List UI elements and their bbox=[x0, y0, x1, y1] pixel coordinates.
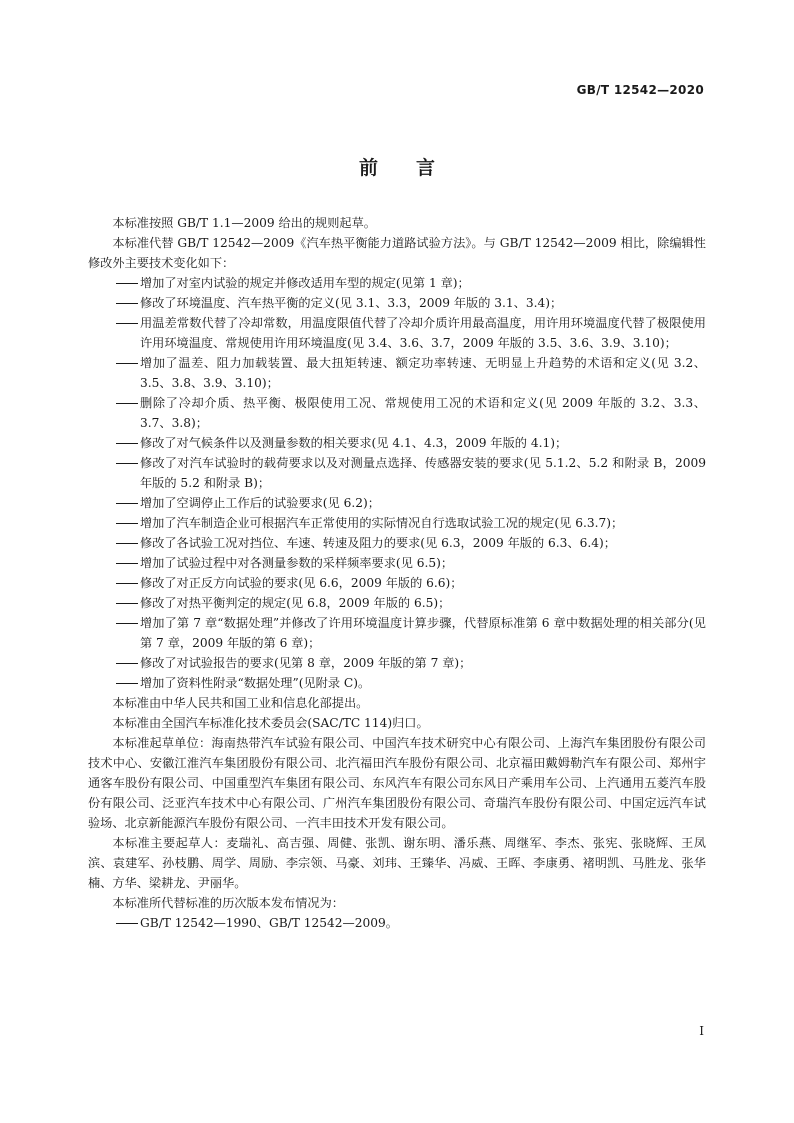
list-item: 增加了资料性附录“数据处理”(见附录 C)。 bbox=[116, 673, 706, 693]
list-item: 修改了对气候条件以及测量参数的相关要求(见 4.1、4.3，2009 年版的 4.1)； bbox=[116, 433, 706, 453]
list-item: 修改了对试验报告的要求(见第 8 章，2009 年版的第 7 章)； bbox=[116, 653, 706, 673]
paragraph: 本标准按照 GB/T 1.1—2009 给出的规则起草。 bbox=[112, 216, 376, 230]
list-item: 增加了空调停止工作后的试验要求(见 6.2)； bbox=[116, 493, 706, 513]
page-number: I bbox=[699, 1024, 704, 1038]
list-item: 修改了对热平衡判定的规定(见 6.8，2009 年版的 6.5)； bbox=[116, 593, 706, 613]
paragraph: 本标准所代替标准的历次版本发布情况为： bbox=[112, 896, 344, 910]
list-item: 增加了温差、阻力加载装置、最大扭矩转速、额定功率转速、无明显上升趋势的术语和定义(见 3.2、3.5、3.8、3.9、3.10)； bbox=[116, 353, 706, 393]
paragraph-drafters: 本标准主要起草人：麦瑞礼、高吉强、周健、张凯、谢东明、潘乐燕、周继军、李杰、张宪、张晓辉、王凤滨、袁建军、孙枝鹏、周学、周励、李宗领、马豪、刘玮、王臻华、冯威、王晖、李康勇、褚明凯、马胜龙、张华楠、方华、梁耕龙、尹丽华。 bbox=[88, 836, 706, 890]
changes-list bbox=[88, 273, 706, 693]
list-item: 增加了第 7 章“数据处理”并修改了许用环境温度计算步骤，代替原标准第 6 章中数据处理的相关部分(见第 7 章，2009 年版的第 6 章)； bbox=[116, 613, 706, 653]
foreword-content bbox=[88, 213, 706, 933]
list-item: 用温差常数代替了冷却常数，用温度限值代替了冷却介质许用最高温度，用许用环境温度代替了极限使用许用环境温度、常规使用许用环境温度(见 3.4、3.6、3.7，2009 年版的 3.5、3.6、3.9、3.10)； bbox=[116, 313, 706, 353]
list-item: 修改了对汽车试验时的载荷要求以及对测量点选择、传感器安装的要求(见 5.1.2、5.2 和附录 B，2009 年版的 5.2 和附录 B)； bbox=[116, 453, 706, 493]
standard-number: GB/T 12542—2020 bbox=[576, 83, 704, 97]
list-item: 修改了对正反方向试验的要求(见 6.6，2009 年版的 6.6)； bbox=[116, 573, 706, 593]
paragraph: 本标准由全国汽车标准化技术委员会(SAC/TC 114)归口。 bbox=[112, 716, 429, 730]
list-item: 修改了环境温度、汽车热平衡的定义(见 3.1、3.3，2009 年版的 3.1、3.4)； bbox=[116, 293, 706, 313]
list-item: 删除了冷却介质、热平衡、极限使用工况、常规使用工况的术语和定义(见 2009 年版的 3.2、3.3、3.7、3.8)； bbox=[116, 393, 706, 433]
history-item: GB/T 12542—1990、GB/T 12542—2009。 bbox=[116, 913, 706, 933]
list-item: 增加了试验过程中对各测量参数的采样频率要求(见 6.5)； bbox=[116, 553, 706, 573]
list-item: 增加了对室内试验的规定并修改适用车型的规定(见第 1 章)； bbox=[116, 273, 706, 293]
list-item: 增加了汽车制造企业可根据汽车正常使用的实际情况自行选取试验工况的规定(见 6.3.7)； bbox=[116, 513, 706, 533]
page-title: 前言 bbox=[358, 157, 473, 179]
paragraph-drafting-units: 本标准起草单位：海南热带汽车试验有限公司、中国汽车技术研究中心有限公司、上海汽车集团股份有限公司技术中心、安徽江淮汽车集团股份有限公司、北汽福田汽车股份有限公司、北京福田戴姆勒汽车有限公司、郑州宇通客车股份有限公司、中国重型汽车集团有限公司、东风汽车有限公司东风日产乘用车公司、上汽通用五菱汽车股份有限公司、泛亚汽车技术中心有限公司、广州汽车集团股份有限公司、奇瑞汽车股份有限公司、中国定远汽车试验场、北京新能源汽车股份有限公司、一汽丰田技术开发有限公司。 bbox=[88, 736, 706, 830]
paragraph: 本标准代替 GB/T 12542—2009《汽车热平衡能力道路试验方法》。与 GB/T 12542—2009 相比，除编辑性修改外主要技术变化如下： bbox=[88, 236, 706, 270]
paragraph: 本标准由中华人民共和国工业和信息化部提出。 bbox=[112, 696, 369, 710]
list-item: 修改了各试验工况对挡位、车速、转速及阻力的要求(见 6.3，2009 年版的 6.3、6.4)； bbox=[116, 533, 706, 553]
